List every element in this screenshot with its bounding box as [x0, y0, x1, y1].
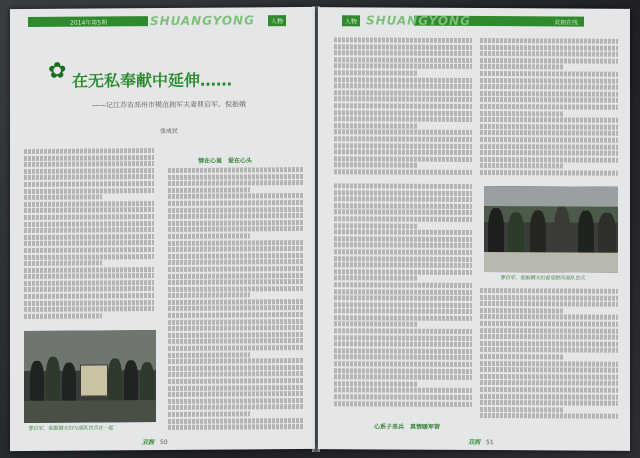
header-small-right: 双拥在线: [554, 19, 579, 27]
text-column-4: [480, 38, 618, 183]
section-tag: 人物: [268, 15, 286, 26]
author-name: 张成民: [160, 127, 179, 136]
left-page: [10, 7, 315, 451]
text-column-2: [168, 167, 304, 440]
text-column-5: [334, 183, 472, 418]
article-title: 在无私奉献中延伸……: [72, 70, 233, 91]
left-header: [10, 7, 315, 37]
section-heading-1: 情在心里 爱在心头: [198, 157, 253, 165]
right-header: [318, 7, 630, 37]
photo-caption-right: 曹启军、倪振娥夫妇看望慰问部队官兵: [500, 275, 586, 282]
header-brand-right: SHUANGYONG: [366, 13, 471, 28]
article-subtitle: ——记江苏省邳州市模范拥军夫妻曹启军、倪振娥: [92, 100, 246, 110]
article-photo-right: [484, 186, 618, 273]
section-tag-right: 人物: [342, 15, 360, 26]
section-heading-2: 心系子弟兵 真情暖军营: [374, 423, 441, 431]
footer-logo: 双拥: [142, 439, 155, 447]
title-ornament-icon: ✿: [48, 58, 67, 84]
article-photo-left: [24, 330, 156, 423]
text-column-1: [24, 148, 154, 329]
page-number-right: 51: [486, 439, 494, 447]
photo-caption-left: 曹启军、倪振娥夫妇与部队官兵在一起: [28, 425, 114, 432]
footer-logo-right: 双拥: [468, 438, 481, 447]
text-column-3: [334, 37, 472, 178]
issue-label: 2014年第5期: [70, 19, 108, 27]
text-column-6: [480, 288, 618, 429]
banner-flag: [80, 364, 108, 396]
right-page: [318, 7, 630, 451]
page-number-left: 50: [160, 438, 168, 447]
header-brand: SHUANGYONG: [150, 13, 255, 29]
